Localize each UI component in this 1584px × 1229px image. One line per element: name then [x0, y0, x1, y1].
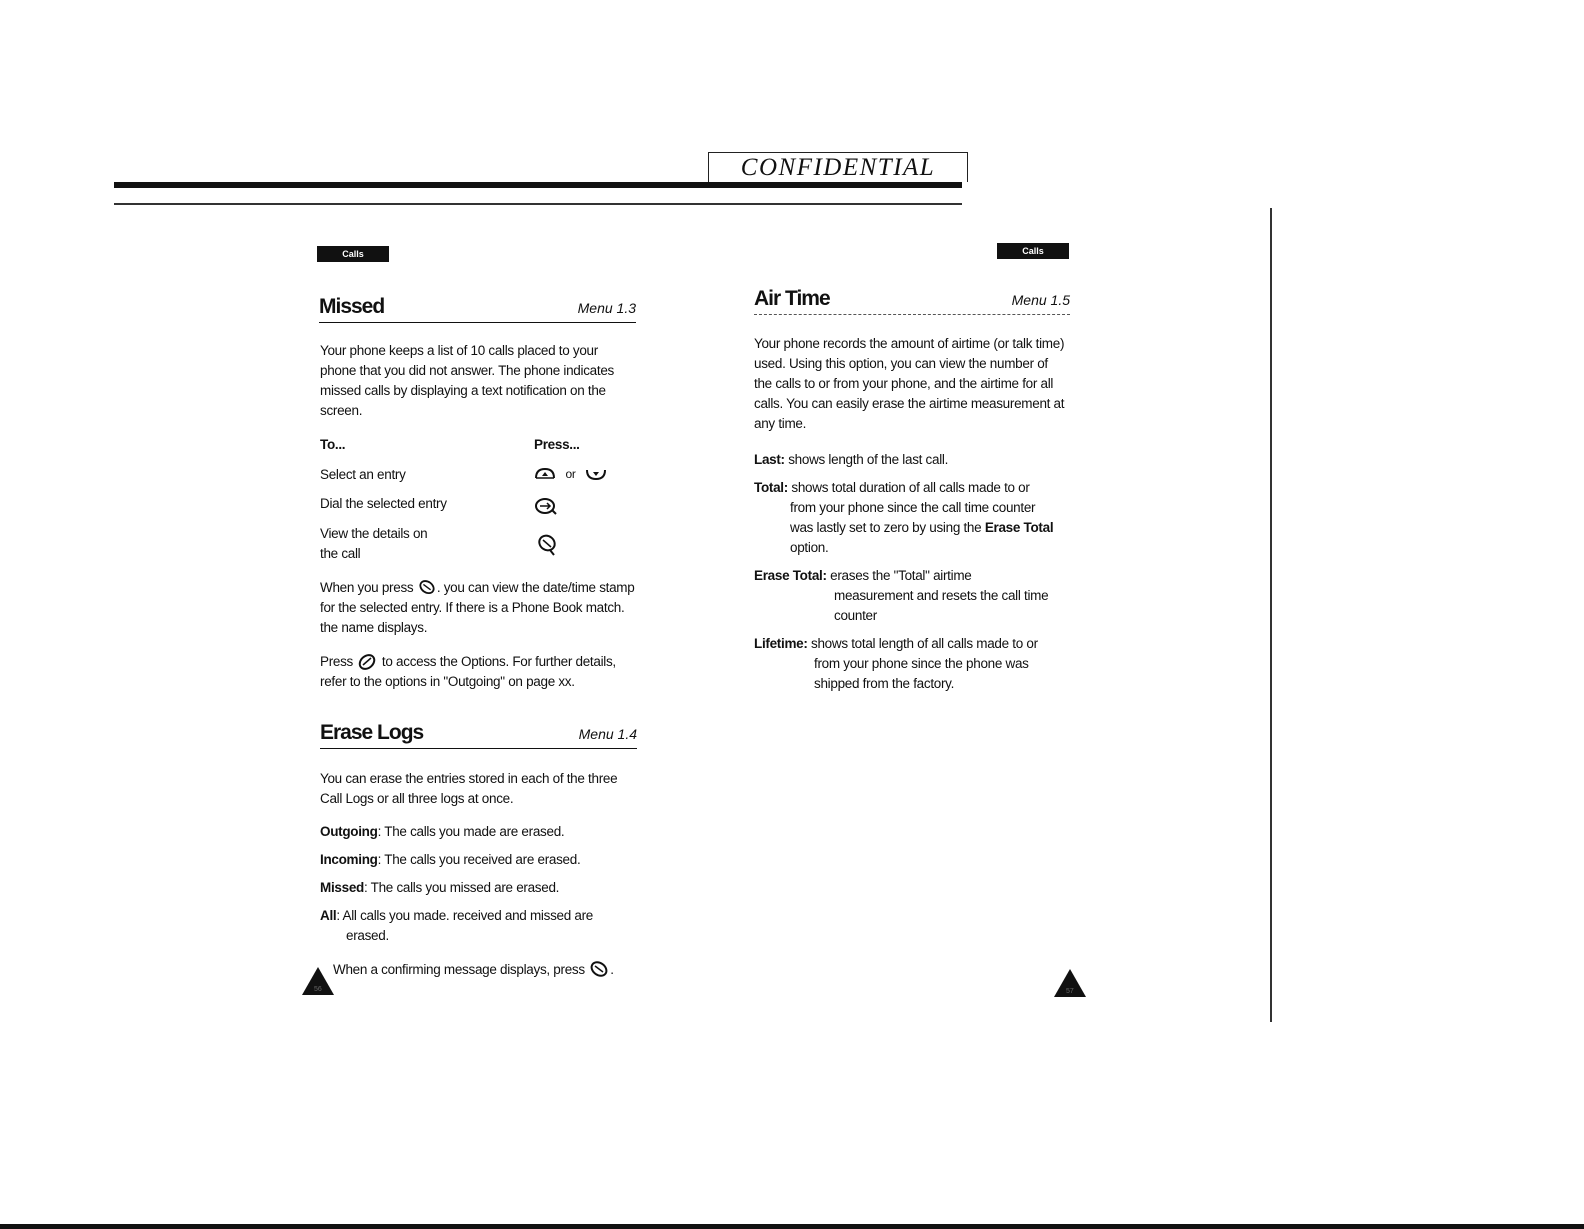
page-edge-line — [1270, 208, 1272, 1022]
air-time-title: Air Time — [754, 287, 830, 310]
section-tab-calls-left: Calls — [317, 246, 389, 262]
end-key-icon — [588, 960, 610, 980]
svg-text:56: 56 — [314, 986, 322, 993]
table-row-details-keys — [536, 533, 558, 557]
erase-logs-intro: You can erase the entries stored in each of the three Call Logs or all three logs at once. — [320, 771, 618, 806]
missed-options-paragraph: Press to access the Options. For further details, refer to the options in "Outgoing" on page xx. — [320, 654, 616, 690]
missed-intro: Your phone keeps a list of 10 calls placed to your phone that you did not answer. The phone indicates missed calls by displaying a text notification on the screen. — [320, 343, 614, 418]
missed-title: Missed — [319, 295, 385, 318]
table-row-details-action: View the details on the call — [320, 526, 428, 561]
table-row-dial-keys — [534, 496, 558, 516]
erase-item-missed: Missed: The calls you missed are erased. — [320, 880, 560, 895]
send-key-icon — [534, 496, 558, 516]
note-triangle-icon — [301, 966, 335, 996]
missed-section-header — [319, 294, 636, 323]
air-time-menu-number: Menu 1.5 — [1011, 292, 1070, 308]
erase-item-all: All: All calls you made. received and missed are erased. — [320, 908, 593, 943]
missed-press-end-paragraph: When you press . you can view the date/time stamp for the selected entry. If there is a Phone Book match. the name displays. — [320, 580, 635, 635]
erase-logs-title: Erase Logs — [320, 721, 424, 744]
end-key-icon — [417, 579, 437, 597]
erase-logs-section-header — [320, 720, 637, 749]
air-time-erase-total: Erase Total: erases the "Total" airtime measurement and resets the call time counter — [754, 568, 1049, 623]
bottom-scan-edge — [0, 1224, 1584, 1229]
table-row-select-action: Select an entry — [320, 467, 406, 482]
air-time-total: Total: shows total duration of all calls made to or from your phone since the call time counter was lastly set to zero by using the Erase Total option. — [754, 480, 1054, 555]
erase-item-incoming: Incoming: The calls you received are erased. — [320, 852, 581, 867]
erase-logs-note: When a confirming message displays, press . — [333, 960, 653, 980]
note-triangle-icon — [1053, 968, 1087, 998]
options-key-icon — [356, 652, 378, 672]
end-key-icon — [536, 533, 558, 557]
air-time-section-header — [754, 286, 1070, 315]
confidential-stamp: CONFIDENTIAL — [708, 152, 968, 182]
header-thin-rule — [114, 203, 962, 205]
down-arrow-key-icon — [585, 466, 607, 482]
svg-text:57: 57 — [1066, 988, 1074, 995]
table-row-select-keys — [534, 464, 607, 484]
table-row-dial-action: Dial the selected entry — [320, 496, 447, 511]
missed-menu-number: Menu 1.3 — [577, 300, 636, 316]
air-time-last: Last: shows length of the last call. — [754, 452, 949, 467]
table-header-to: To... — [320, 437, 346, 452]
section-tab-calls-right: Calls — [997, 243, 1069, 259]
erase-item-outgoing: Outgoing: The calls you made are erased. — [320, 824, 565, 839]
air-time-intro: Your phone records the amount of airtime (or talk time) used. Using this option, you can view the number of the calls to or from your phone, and the airtime for all calls. You can easily erase the airtime measurement at any time. — [754, 336, 1065, 431]
up-arrow-key-icon — [534, 466, 556, 482]
or-text: or — [565, 467, 576, 481]
air-time-lifetime: Lifetime: shows total length of all calls made to or from your phone since the phone was shipped from the factory. — [754, 636, 1038, 691]
table-header-press: Press... — [534, 437, 580, 452]
erase-logs-menu-number: Menu 1.4 — [578, 726, 637, 742]
